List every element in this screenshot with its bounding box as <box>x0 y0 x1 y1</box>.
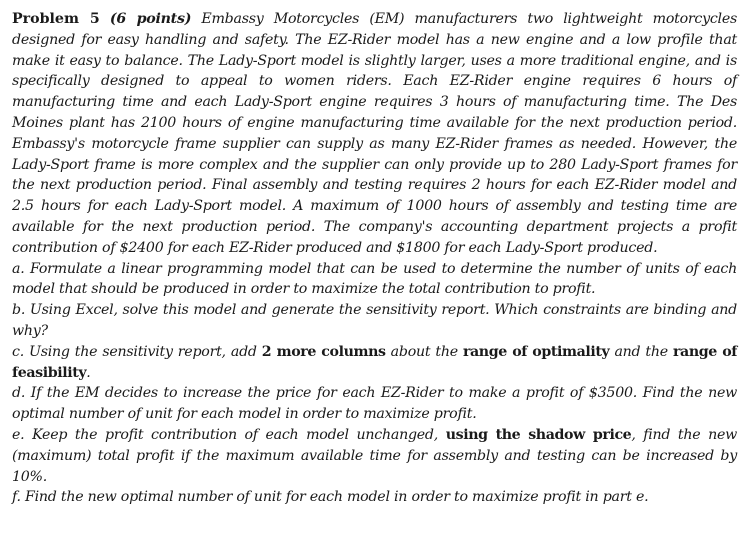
part-c <box>12 342 737 384</box>
part-e <box>12 425 737 487</box>
problem-points: (6 points) <box>109 11 192 27</box>
part-e-text-2: , find the new (maximum) total profit if the maximum available time for assembly and testing can be increased by 10%. <box>12 426 737 485</box>
part-c-text-1: c. Using the sensitivity report, add <box>12 343 262 360</box>
part-c-bold-columns: 2 more columns <box>261 343 386 360</box>
part-b: b. Using Excel, solve this model and generate the sensitivity report. Which constraints are binding and why? <box>12 302 737 339</box>
problem-heading: Problem 5 <box>12 11 100 27</box>
part-e-bold-shadow-price: using the shadow price <box>445 426 632 443</box>
part-a: a. Formulate a linear programming model that can be used to determine the number of units of each model that should be produced in order to maximize the total contribution to profit. <box>12 260 737 298</box>
problem-statement-text: Embassy Motorcycles (EM) manufacturers two lightweight motorcycles designed for easy handling and safety. The EZ-Rider model has a new engine and a low profile that make it easy to balance. The Lady-Sport model is slightly larger, uses a more traditional engine, and is specifically designed to appeal to women riders. Each EZ-Rider engine requires 6 hours of manufacturing time and each Lady-Sport engine requires 3 hours of manufacturing time. The Des Moines plant has 2100 hours of engine manufacturing time available for the next production period. Embassy's motorcycle frame supplier can supply as many EZ-Rider frames as needed. However, the Lady-Sport frame is more complex and the supplier can only provide up to 280 Lady-Sport frames for the next production period. Final assembly and testing requires 2 hours for each EZ-Rider model and 2.5 hours for each Lady-Sport model. A maximum of 1000 hours of assembly and testing time are available for the next production period. The company's accounting department projects a profit contribution of $2400 for each EZ-Rider produced and $1800 for each Lady-Sport produced. <box>12 11 738 256</box>
part-e-text-1: e. Keep the profit contribution of each model unchanged, <box>12 426 446 443</box>
part-c-text-4: . <box>86 364 91 381</box>
part-c-bold-feasibility: range of feasibility <box>12 343 737 381</box>
problem-statement <box>12 9 737 259</box>
part-d: d. If the EM decides to increase the price for each EZ-Rider to make a profit of $3500. Find the new optimal number of unit for each model in order to maximize profit. <box>12 385 737 423</box>
part-c-text-3: and the <box>609 343 673 360</box>
part-c-bold-optimality: range of optimality <box>462 343 610 360</box>
part-c-text-2: about the <box>385 343 463 360</box>
part-f: f. Find the new optimal number of unit for each model in order to maximize profit in part e. <box>12 489 649 506</box>
